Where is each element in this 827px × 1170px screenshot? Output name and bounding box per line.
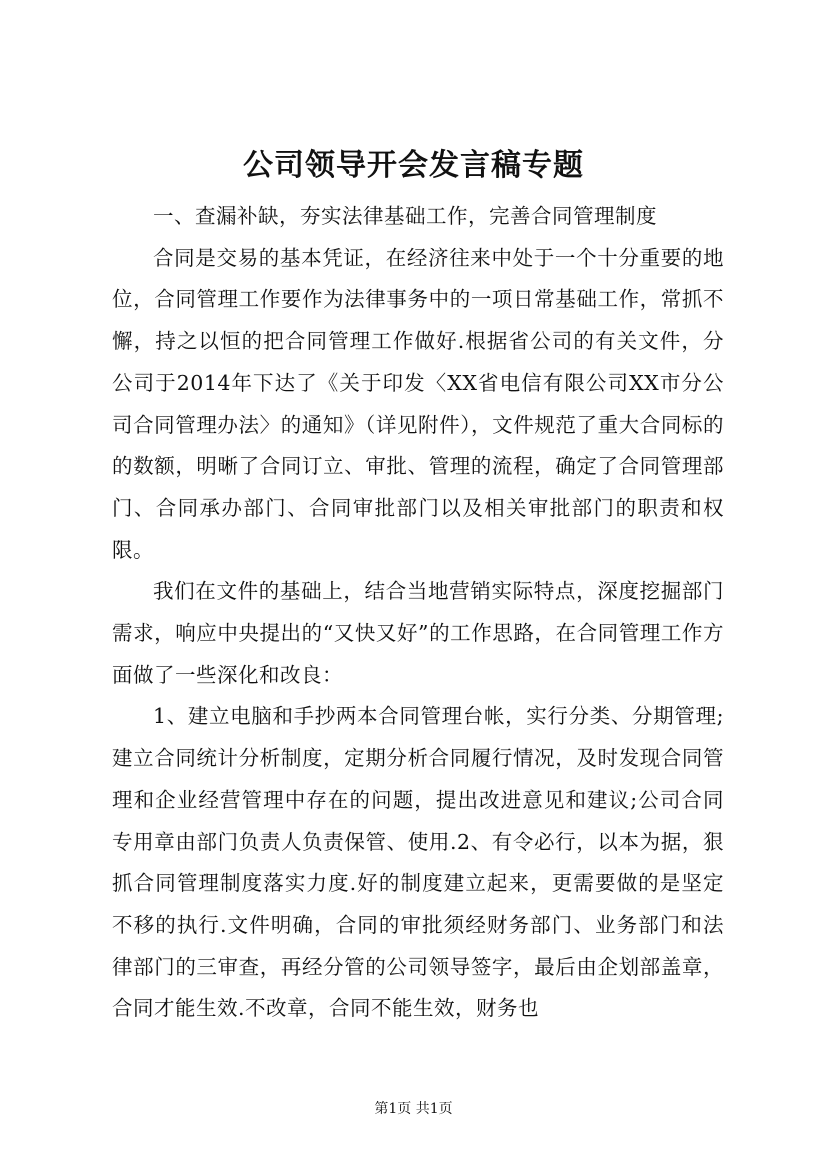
document-title: 公司领导开会发言稿专题 <box>243 148 584 183</box>
paragraph: 合同是交易的基本凭证，在经济往来中处于一个十分重要的地位，合同管理工作要作为法律事务中的一项日常基础工作，常抓不懈，持之以恒的把合同管理工作做好.根据省公司的有关文件，分公司于2014年下达了《关于印发〈XX省电信有限公司XX市分公司合同管理办法〉的通知》（详见附件），文件规范了重大合同标的的数额，明晰了合同订立、审批、管理的流程，确定了合同管理部门、合同承办部门、合同审批部门以及相关审批部门的职责和权限。 <box>112 245 724 562</box>
page-footer: 第1页 共1页 <box>374 1101 453 1117</box>
paragraph: 我们在文件的基础上，结合当地营销实际特点，深度挖掘部门需求，响应中央提出的“又快又好”的工作思路，在合同管理工作方面做了一些深化和改良： <box>112 579 724 687</box>
section-heading: 一、查漏补缺，夯实法律基础工作，完善合同管理制度 <box>153 204 657 228</box>
document-body <box>112 196 724 1030</box>
paragraph: 1、建立电脑和手抄两本合同管理台帐，实行分类、分期管理;建立合同统计分析制度，定期分析合同履行情况，及时发现合同管理和企业经营管理中存在的问题，提出改进意见和建议;公司合同专用章由部门负责人负责保管、使用.2、有令必行，以本为据，狠抓合同管理制度落实力度.好的制度建立起来，更需要做的是坚定不移的执行.文件明确，合同的审批须经财务部门、业务部门和法律部门的三审查，再经分管的公司领导签字，最后由企划部盖章，合同才能生效.不改章，合同不能生效，财务也 <box>112 704 724 1021</box>
